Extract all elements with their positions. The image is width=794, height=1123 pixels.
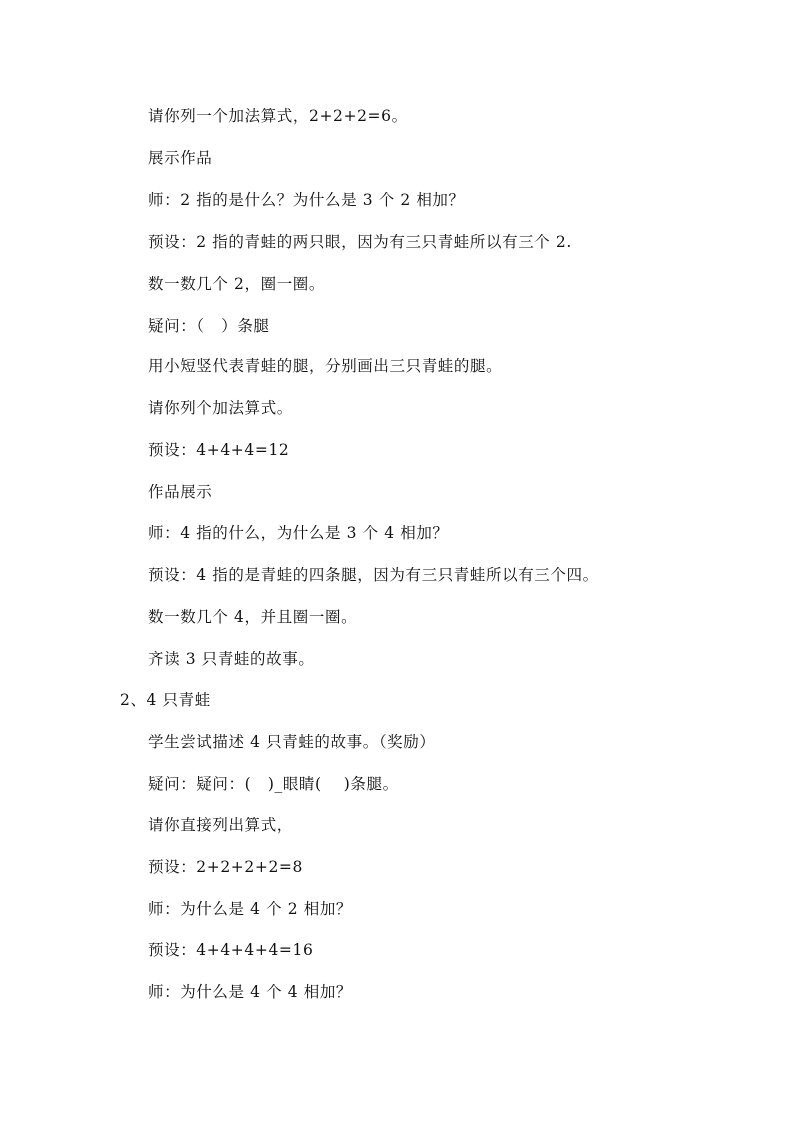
text-line: 数一数几个 2，圈一圈。 <box>148 275 325 293</box>
text-line: 请你列一个加法算式，2+2+2=6。 <box>148 107 408 125</box>
text-line: 作品展示 <box>148 483 213 501</box>
text-line: 疑问：（ ）条腿 <box>148 317 270 335</box>
text-line: 展示作品 <box>148 149 213 167</box>
section-heading: 2、4 只青蛙 <box>120 691 211 709</box>
text-line: 请你列个加法算式。 <box>148 399 293 417</box>
text-line: 请你直接列出算式， <box>148 816 293 834</box>
text-line: 疑问：疑问：( )_眼睛( )条腿。 <box>148 775 399 793</box>
text-line: 师：为什么是 4 个 4 相加？ <box>148 983 353 1001</box>
text-line: 预设：4+4+4=12 <box>148 441 290 459</box>
text-line: 预设：2+2+2+2=8 <box>148 858 303 876</box>
text-line: 师：4 指的什么，为什么是 3 个 4 相加？ <box>148 524 449 542</box>
text-line: 用小短竖代表青蛙的腿，分别画出三只青蛙的腿。 <box>148 357 503 375</box>
text-line: 预设：4+4+4+4=16 <box>148 941 314 959</box>
text-line: 学生尝试描述 4 只青蛙的故事。（奖励） <box>148 733 436 751</box>
text-line: 师：为什么是 4 个 2 相加？ <box>148 900 353 918</box>
text-line: 预设：2 指的青蛙的两只眼，因为有三只青蛙所以有三个 2. <box>148 233 572 251</box>
text-line: 师：2 指的是什么？为什么是 3 个 2 相加？ <box>148 191 465 209</box>
text-line: 齐读 3 只青蛙的故事。 <box>148 650 315 668</box>
text-line: 预设：4 指的是青蛙的四条腿，因为有三只青蛙所以有三个四。 <box>148 566 599 584</box>
text-line: 数一数几个 4，并且圈一圈。 <box>148 608 358 626</box>
